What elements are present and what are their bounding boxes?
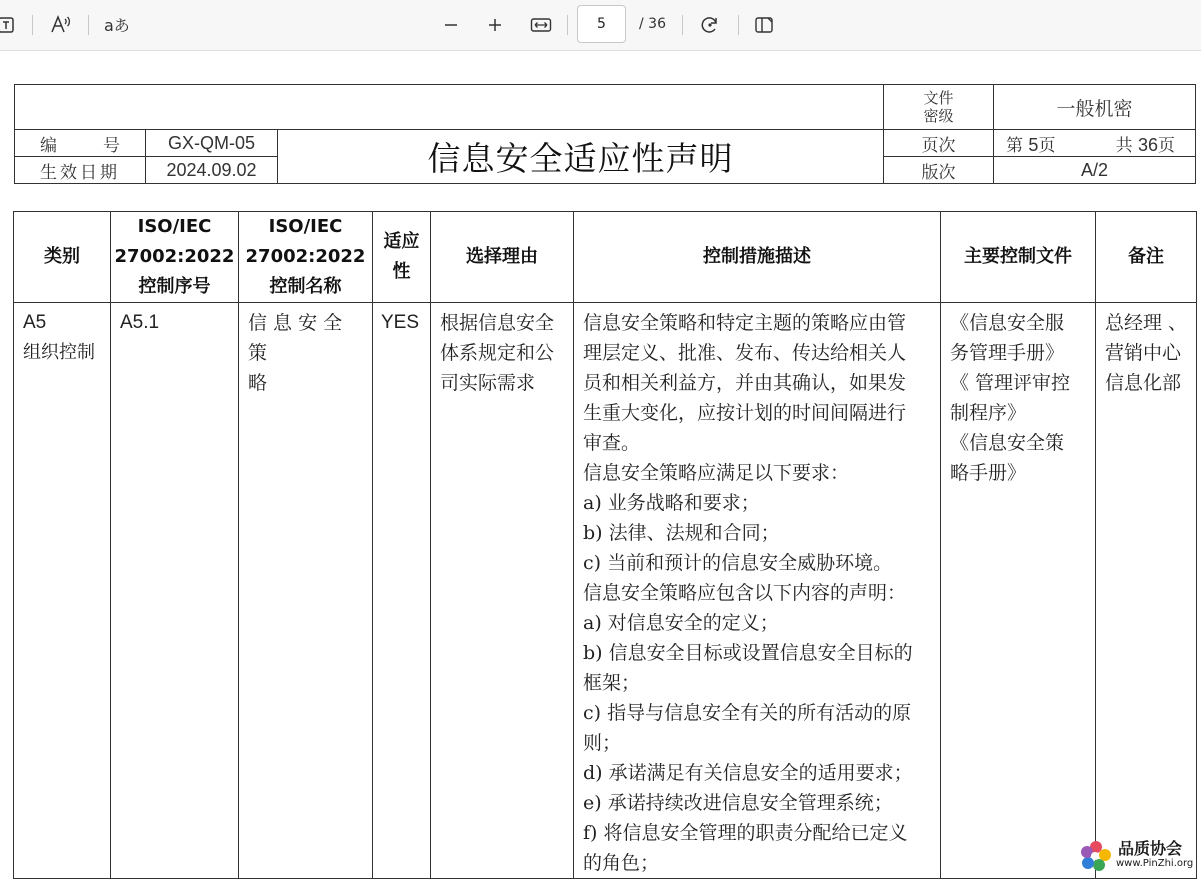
row-documents [941,303,1096,879]
document-line: 《 管理评审控 [950,372,1071,394]
header-control-name: ISO/IEC 27002:2022 控制名称 [239,212,373,303]
description-line: c) 当前和预计的信息安全威胁环境。 [583,552,893,574]
row-applicable: YES [373,303,431,879]
description-line: 则； [583,732,622,754]
page-view-icon[interactable] [750,10,780,40]
page-value: 第 5页 共 36页 [994,130,1196,157]
remark-line: 信息化部 [1105,372,1182,394]
version-value: A/2 [994,157,1196,184]
description-line: 生重大变化，应按计划的时间间隔进行 [583,402,907,424]
description-line: 员和相关利益方，并由其确认，如果发 [583,372,907,394]
document-line: 《信息安全策 [950,432,1065,454]
number-label: 编号 [15,130,146,157]
control-table [13,211,1197,879]
pdf-toolbar [0,0,1201,51]
description-lines [583,308,936,878]
text-select-icon[interactable] [0,10,18,40]
rotate-icon[interactable] [695,10,725,40]
doc-level-value: 一般机密 [994,85,1196,130]
row-control-name: 信 息 安 全 策 略 [239,303,373,879]
watermark-logo [1076,836,1200,876]
header-documents: 主要控制文件 [941,212,1096,303]
read-aloud-icon[interactable] [46,10,76,40]
description-line: b) 信息安全目标或设置信息安全目标的 [583,642,913,664]
document-line: 务管理手册》 [950,342,1065,364]
remark-line: 总经理 、 [1105,312,1188,334]
row-category: A5 组织控制 [14,303,111,879]
documents-lines [950,308,1087,488]
table-row [14,303,1197,879]
zoom-out-icon[interactable] [437,10,465,40]
header-category: 类别 [14,212,111,303]
header-control-number: ISO/IEC 27002:2022 控制序号 [111,212,239,303]
document-header-table [14,84,1196,184]
translate-icon[interactable] [102,10,132,40]
header-reason: 选择理由 [431,212,574,303]
watermark-title: 品质协会 [1118,839,1183,858]
page-number-input[interactable] [577,5,626,43]
description-line: a) 对信息安全的定义； [583,612,779,634]
remark-line: 营销中心 [1105,342,1182,364]
description-line: e) 承诺持续改进信息安全管理系统； [583,792,893,814]
number-value: GX-QM-05 [146,130,278,157]
description-line: b) 法律、法规和合同； [583,522,780,544]
document-line: 略手册》 [950,462,1027,484]
header-description: 控制措施描述 [574,212,941,303]
row-remarks [1096,303,1197,879]
description-line: f) 将信息安全管理的职责分配给已定义 [583,822,908,844]
description-line: 信息安全策略应满足以下要求： [583,462,850,484]
remarks-lines [1105,308,1188,398]
description-line: 信息安全策略应包含以下内容的声明： [583,582,907,604]
row-description [574,303,941,879]
document-line: 《信息安全服 [950,312,1065,334]
header-remarks: 备注 [1096,212,1197,303]
description-line: d) 承诺满足有关信息安全的适用要求； [583,762,913,784]
description-line: 审查。 [583,432,641,454]
table-header-row [14,212,1197,303]
document-line: 制程序》 [950,402,1027,424]
row-reason: 根据信息安全 体系规定和公 司实际需求 [431,303,574,879]
version-label: 版次 [884,157,994,184]
description-line: 信息安全策略和特定主题的策略应由管 [583,312,907,334]
description-line: 框架； [583,672,641,694]
fit-width-icon[interactable] [526,10,556,40]
watermark-url: www.PinZhi.org [1116,858,1194,869]
description-line: a) 业务战略和要求； [583,492,760,514]
page-label: 页次 [884,130,994,157]
flower-logo-icon [1076,836,1116,876]
document-title: 信息安全适应性声明 [278,130,884,184]
header-blank-cell [15,85,884,130]
pdf-page [0,51,1201,876]
description-line: 理层定义、批准、发布、传达给相关人 [583,342,907,364]
row-control-number: A5.1 [111,303,239,879]
effective-date-label: 生效日期 [15,157,146,184]
svg-text:aあ: aあ [104,16,130,35]
doc-level-label: 文件 密级 [884,85,994,130]
description-line: 的角色； [583,852,660,874]
description-line: c) 指导与信息安全有关的所有活动的原 [583,702,912,724]
page-total-label: / 36 [639,16,666,32]
effective-date-value: 2024.09.02 [146,157,278,184]
header-applicable: 适应 性 [373,212,431,303]
zoom-in-icon[interactable] [481,10,509,40]
